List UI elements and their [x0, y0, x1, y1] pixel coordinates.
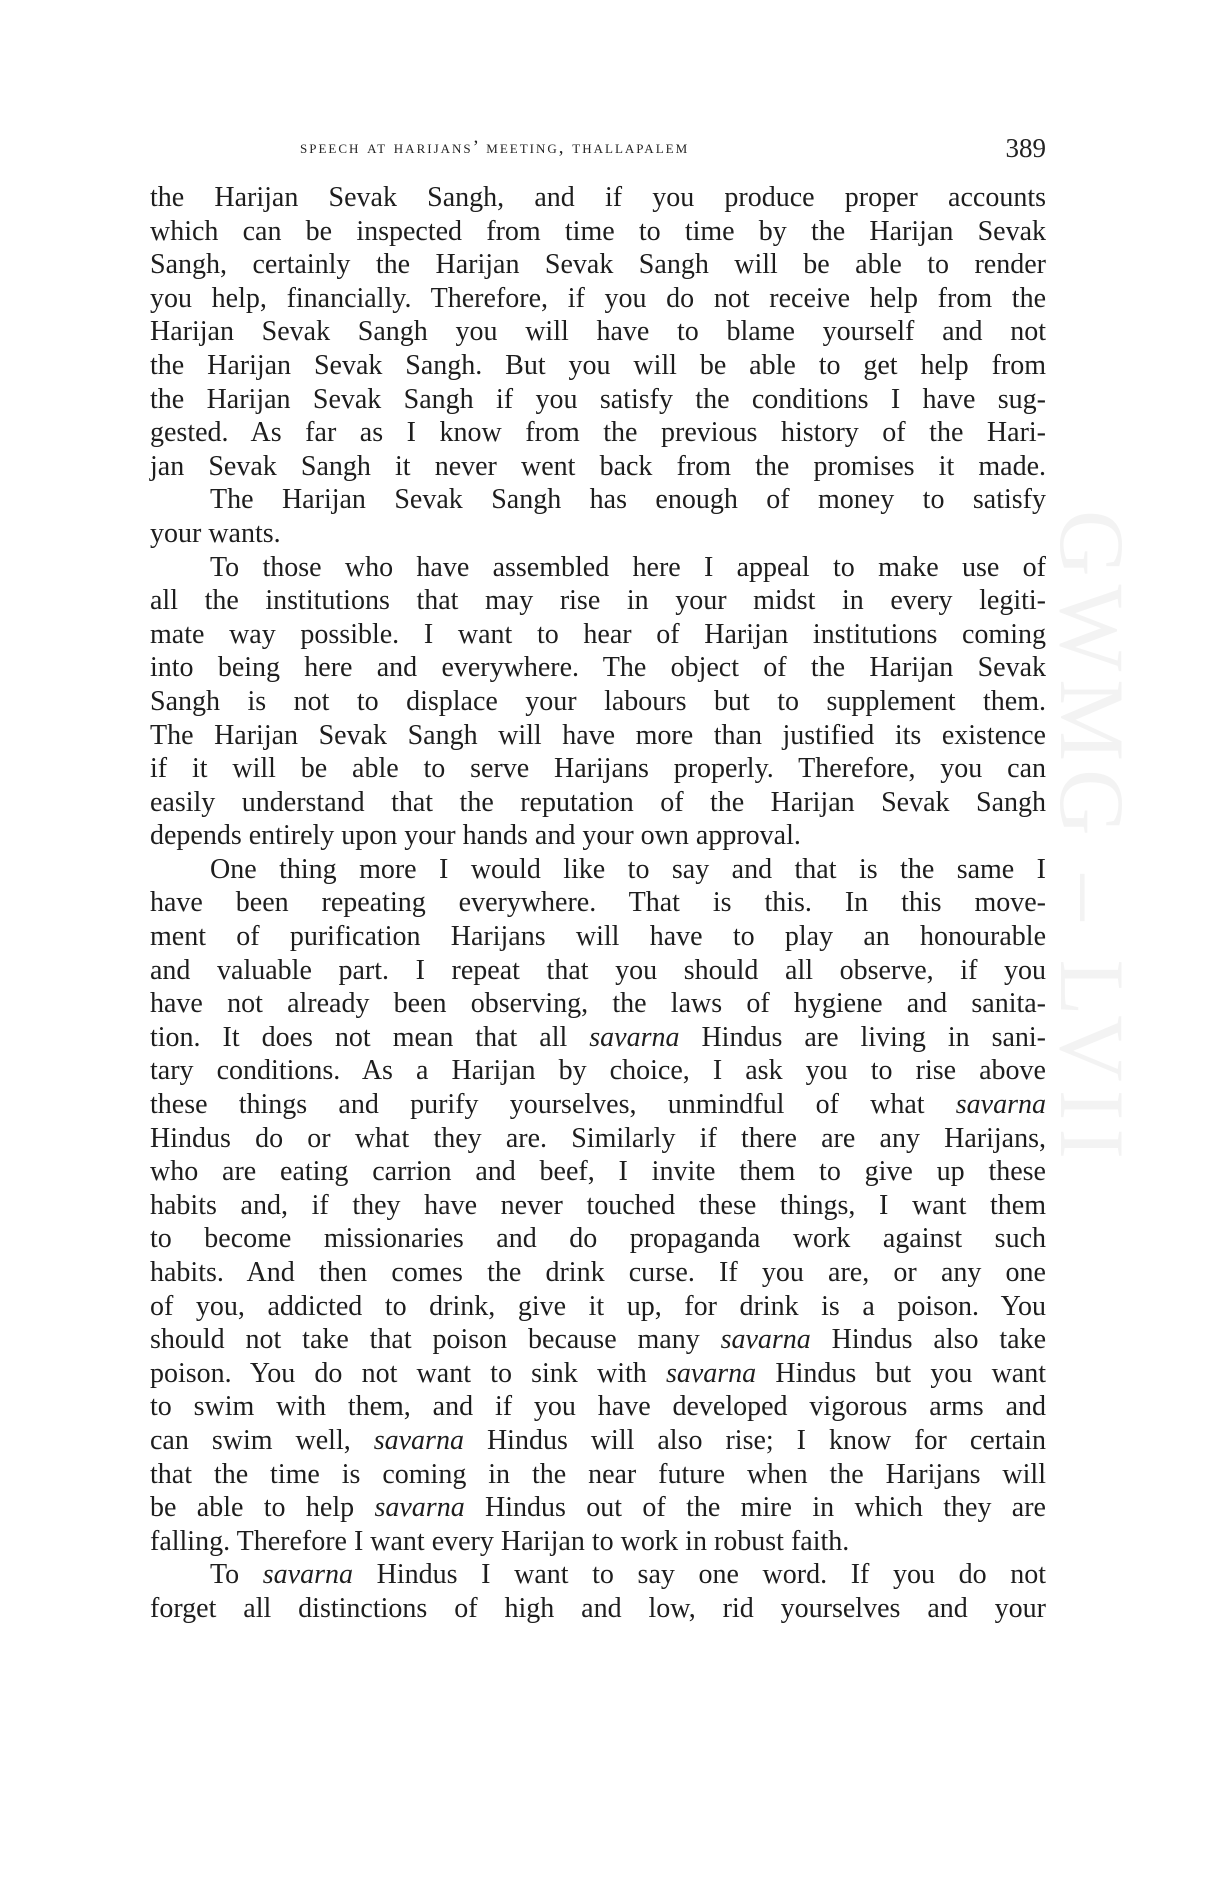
text-line	[150, 349, 1046, 383]
text-line	[150, 618, 1046, 652]
text-segment: Harijan Sevak Sangh you will have to blame yourself and not	[150, 316, 1046, 348]
text-line	[150, 315, 1046, 349]
text-segment: to become missionaries and do propaganda work against such	[150, 1223, 1046, 1255]
watermark	[1041, 510, 1143, 1390]
body-text	[150, 181, 1046, 1626]
text-segment: Sangh, certainly the Harijan Sevak Sangh will be able to render	[150, 249, 1046, 281]
text-line	[150, 1290, 1046, 1324]
text-line	[150, 215, 1046, 249]
text-segment: to swim with them, and if you have developed vigorous arms and	[150, 1391, 1046, 1423]
text-segment: and valuable part. I repeat that you should all observe, if you	[150, 954, 1046, 986]
text-line	[150, 517, 1046, 551]
text-line	[150, 1054, 1046, 1088]
watermark-text: GWMG – LVII	[1041, 510, 1143, 1167]
text-line	[150, 987, 1046, 1021]
running-title: speech at harijans’ meeting, thallapalem	[300, 137, 690, 158]
text-segment: tion. It does not mean that all	[150, 1021, 590, 1053]
text-line	[150, 282, 1046, 316]
text-segment: should not take that poison because many	[150, 1324, 721, 1356]
text-line	[150, 450, 1046, 484]
text-segment: mate way possible. I want to hear of Harijan institutions coming	[150, 618, 1046, 650]
text-segment: Sangh is not to displace your labours but to supplement them.	[150, 685, 1046, 717]
italic-term: savarna	[589, 1021, 680, 1053]
text-segment: all the institutions that may rise in your midst in every legiti-	[150, 585, 1046, 617]
text-segment: Hindus I want to say one word. If you do not	[353, 1559, 1046, 1591]
italic-term: savarna	[955, 1089, 1046, 1121]
text-segment: falling. Therefore I want every Harijan to work in robust faith.	[150, 1525, 850, 1557]
italic-term: savarna	[720, 1324, 811, 1356]
text-line	[150, 1558, 1046, 1592]
text-segment: that the time is coming in the near future when the Harijans will	[150, 1458, 1046, 1490]
text-segment: forget all distinctions of high and low, rid yourselves and your	[150, 1592, 1046, 1624]
text-segment: depends entirely upon your hands and your own approval.	[150, 820, 801, 852]
text-segment: Hindus but you want	[756, 1357, 1046, 1389]
text-segment: One thing more I would like to say and that is the same I	[210, 853, 1046, 885]
italic-term: savarna	[373, 1424, 464, 1456]
text-line	[150, 685, 1046, 719]
text-segment: into being here and everywhere. The object of the Harijan Sevak	[150, 652, 1046, 684]
text-line	[150, 719, 1046, 753]
text-segment: these things and purify yourselves, unmindful of what	[150, 1089, 956, 1121]
text-segment: the Harijan Sevak Sangh if you satisfy the conditions I have sug-	[150, 383, 1046, 415]
text-line	[150, 1155, 1046, 1189]
italic-term: savarna	[262, 1559, 354, 1591]
text-line	[150, 1256, 1046, 1290]
text-line	[150, 920, 1046, 954]
text-segment: tary conditions. As a Harijan by choice, I ask you to rise above	[150, 1055, 1046, 1087]
text-segment: have not already been observing, the laws of hygiene and sanita-	[150, 988, 1046, 1020]
text-segment: have been repeating everywhere. That is this. In this move-	[150, 887, 1046, 919]
text-segment: habits. And then comes the drink curse. If you are, or any one	[150, 1257, 1046, 1288]
text-line	[150, 651, 1046, 685]
text-line	[150, 483, 1046, 517]
text-segment: your wants.	[150, 517, 281, 549]
text-line	[150, 1088, 1046, 1122]
text-segment: To those who have assembled here I appeal to make use of	[210, 551, 1046, 583]
text-segment: the Harijan Sevak Sangh. But you will be able to get help from	[150, 349, 1046, 381]
text-line	[150, 1021, 1046, 1055]
text-line	[150, 1525, 1046, 1559]
text-line	[150, 248, 1046, 282]
text-line	[150, 551, 1046, 585]
text-segment: which can be inspected from time to time by the Harijan Sevak	[150, 215, 1046, 247]
text-segment: be able to help	[150, 1492, 375, 1524]
text-segment: Hindus do or what they are. Similarly if there are any Harijans,	[150, 1122, 1046, 1154]
text-segment: Hindus out of the mire in which they are	[464, 1492, 1046, 1524]
text-line	[150, 1458, 1046, 1492]
text-segment: gested. As far as I know from the previous history of the Hari-	[150, 417, 1046, 449]
text-segment: The Harijan Sevak Sangh will have more than justified its existence	[150, 719, 1046, 751]
text-line	[150, 416, 1046, 450]
text-line	[150, 1357, 1046, 1391]
text-line	[150, 1122, 1046, 1156]
text-line	[150, 1424, 1046, 1458]
text-segment: Hindus also take	[810, 1324, 1046, 1356]
text-segment: who are eating carrion and beef, I invite them to give up these	[150, 1156, 1046, 1188]
italic-term: savarna	[374, 1492, 465, 1524]
text-line	[150, 786, 1046, 820]
text-line	[150, 584, 1046, 618]
text-segment: can swim well,	[150, 1424, 374, 1456]
text-segment: easily understand that the reputation of the Harijan Sevak Sangh	[150, 786, 1046, 818]
text-segment: of you, addicted to drink, give it up, for drink is a poison. You	[150, 1290, 1046, 1322]
running-head	[150, 133, 1046, 167]
text-line	[150, 383, 1046, 417]
text-line	[150, 954, 1046, 988]
text-segment: if it will be able to serve Harijans properly. Therefore, you can	[150, 753, 1046, 785]
text-line	[150, 181, 1046, 215]
text-segment: The Harijan Sevak Sangh has enough of money to satisfy	[210, 484, 1046, 516]
text-line	[150, 1189, 1046, 1223]
text-line	[150, 1390, 1046, 1424]
text-line	[150, 1222, 1046, 1256]
text-segment: ment of purification Harijans will have to play an honourable	[150, 921, 1046, 953]
text-segment: To	[210, 1559, 263, 1591]
italic-term: savarna	[665, 1357, 757, 1389]
page-number: 389	[1005, 133, 1046, 163]
text-segment: jan Sevak Sangh it never went back from the promises it made.	[150, 450, 1046, 482]
text-line	[150, 1592, 1046, 1626]
text-segment: Hindus will also rise; I know for certain	[463, 1424, 1046, 1456]
text-line	[150, 1323, 1046, 1357]
text-segment: Hindus are living in sani-	[679, 1021, 1047, 1053]
text-line	[150, 1491, 1046, 1525]
text-line	[150, 886, 1046, 920]
text-line	[150, 819, 1046, 853]
text-segment: you help, financially. Therefore, if you do not receive help from the	[150, 282, 1046, 314]
text-segment: habits and, if they have never touched these things, I want them	[150, 1189, 1046, 1221]
text-line	[150, 752, 1046, 786]
text-segment: poison. You do not want to sink with	[150, 1357, 666, 1389]
text-segment: the Harijan Sevak Sangh, and if you produce proper accounts	[150, 182, 1046, 213]
text-line	[150, 853, 1046, 887]
